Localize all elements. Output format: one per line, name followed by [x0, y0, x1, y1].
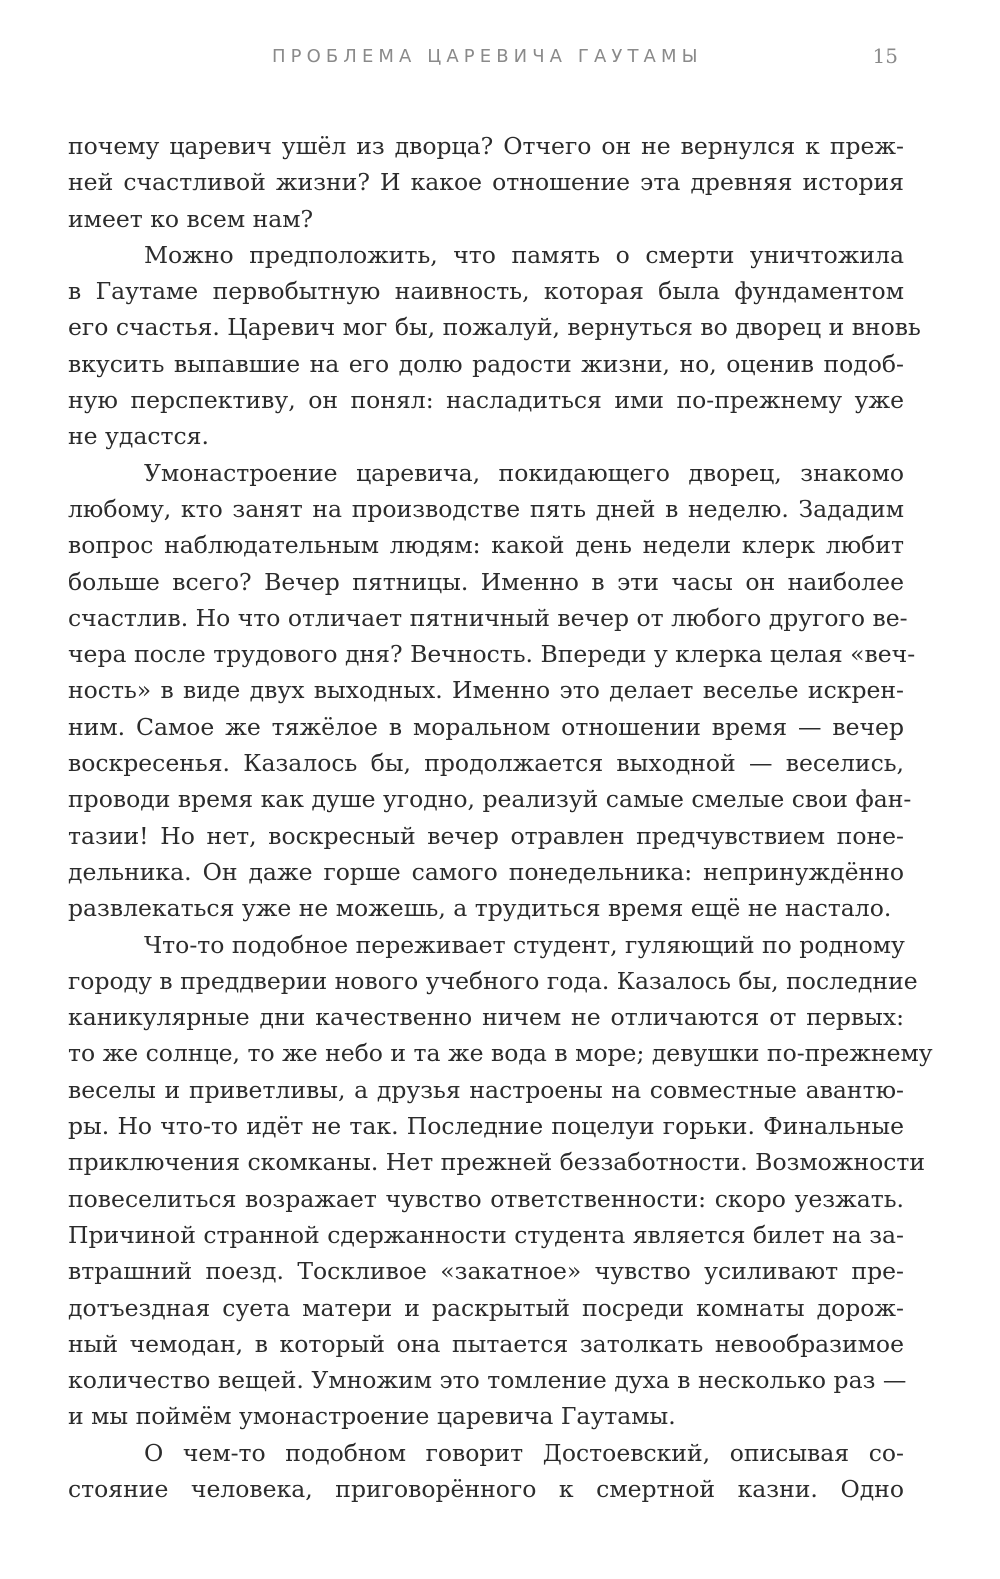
text-line: воскресенья. Казалось бы, продолжается выходной — веселись,: [68, 749, 904, 778]
text-line: вопрос наблюдательным людям: какой день недели клерк любит: [68, 531, 904, 560]
text-line: в Гаутаме первобытную наивность, которая была фундаментом: [68, 277, 904, 306]
text-line: Причиной странной сдержанности студента является билет на за-: [68, 1220, 904, 1249]
paragraph: [68, 237, 921, 455]
text-line: почему царевич ушёл из дворца? Отчего он не вернулся к преж-: [68, 132, 904, 160]
text-line: проводи время как душе угодно, реализуй самые смелые свои фан-: [68, 785, 912, 814]
text-line: ры. Но что-то идёт не так. Последние поцелуи горьки. Финальные: [68, 1112, 904, 1141]
text-line: повеселиться возражает чувство ответственности: скоро уезжать.: [68, 1184, 904, 1213]
text-line: не удастся.: [68, 422, 209, 451]
text-line: развлекаться уже не можешь, а трудиться время ещё не настало.: [68, 894, 892, 923]
body-text: [68, 128, 933, 1507]
text-line: О чем-то подобном говорит Достоевский, описывая со-: [144, 1438, 904, 1467]
text-line: Можно предположить, что память о смерти уничтожила: [144, 240, 904, 269]
text-line: вкусить выпавшие на его долю радости жизни, но, оценив подоб-: [68, 349, 904, 378]
text-line: и мы поймём умонастроение царевича Гаутамы.: [68, 1402, 676, 1431]
text-line: ним. Самое же тяжёлое в моральном отношении время — вечер: [68, 712, 904, 741]
text-line: ный чемодан, в который она пытается затолкать невообразимое: [68, 1329, 904, 1358]
text-line: тазии! Но нет, воскресный вечер отравлен предчувствием поне-: [68, 821, 904, 850]
paragraph: [68, 128, 904, 237]
text-line: ную перспективу, он понял: насладиться ими по-прежнему уже: [68, 386, 904, 415]
text-line: втрашний поезд. Тоскливое «закатное» чувство усиливают пре-: [68, 1257, 904, 1286]
page-number: 15: [872, 44, 898, 68]
paragraph: [68, 1435, 904, 1508]
text-line: счастлив. Но что отличает пятничный вечер от любого другого ве-: [68, 603, 908, 632]
text-line: Что-то подобное переживает студент, гуляющий по родному: [144, 930, 905, 959]
paragraph: [68, 927, 933, 1435]
text-line: больше всего? Вечер пятницы. Именно в эти часы он наиболее: [68, 567, 904, 596]
running-header: ПРОБЛЕМА ЦАРЕВИЧА ГАУТАМЫ: [272, 46, 703, 67]
text-line: приключения скомканы. Нет прежней беззаботности. Возможности: [68, 1148, 926, 1177]
text-line: его счастья. Царевич мог бы, пожалуй, вернуться во дворец и вновь: [68, 313, 921, 342]
text-line: дотъездная суета матери и раскрытый посреди комнаты дорож-: [68, 1293, 904, 1322]
text-line: веселы и приветливы, а друзья настроены на совместные авантю-: [68, 1075, 904, 1104]
text-line: городу в преддверии нового учебного года. Казалось бы, последние: [68, 966, 918, 995]
text-line: количество вещей. Умножим это томление духа в несколько раз —: [68, 1366, 907, 1395]
text-line: ней счастливой жизни? И какое отношение эта древняя история: [68, 168, 904, 197]
text-line: Умонастроение царевича, покидающего дворец, знакомо: [144, 458, 904, 487]
paragraph: [68, 455, 916, 927]
text-line: каникулярные дни качественно ничем не отличаются от первых:: [68, 1003, 904, 1032]
text-line: стояние человека, приговорённого к смертной казни. Одно: [68, 1474, 904, 1503]
text-line: чера после трудового дня? Вечность. Впереди у клерка целая «веч-: [68, 640, 916, 669]
text-line: дельника. Он даже горше самого понедельника: непринуждённо: [68, 857, 904, 886]
text-line: ность» в виде двух выходных. Именно это делает веселье искрен-: [68, 676, 904, 705]
text-line: любому, кто занят на производстве пять дней в неделю. Зададим: [68, 494, 904, 523]
text-line: то же солнце, то же небо и та же вода в море; девушки по-прежнему: [68, 1039, 933, 1068]
text-line: имеет ко всем нам?: [68, 204, 314, 233]
